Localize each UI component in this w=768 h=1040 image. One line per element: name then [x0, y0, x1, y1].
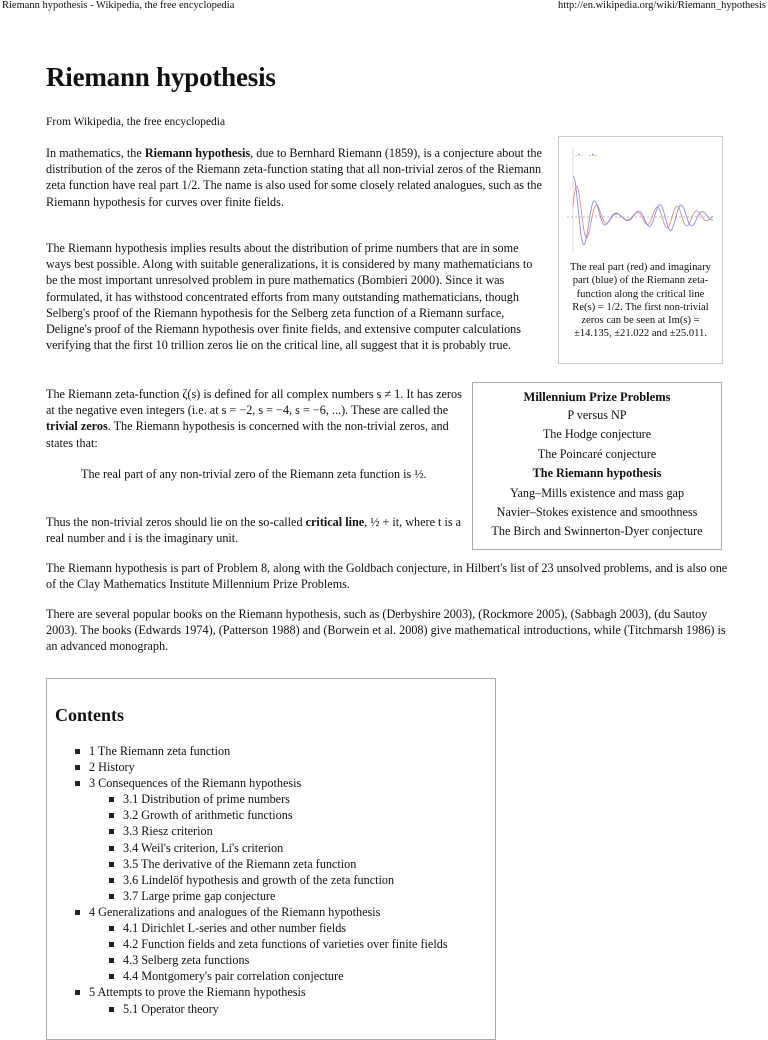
navbox-item-p-vs-np[interactable]: P versus NP	[567, 408, 627, 422]
toc-item[interactable]: 3 Consequences of the Riemann hypothesis	[75, 775, 485, 791]
intro-text-a: In mathematics, the	[46, 146, 145, 160]
toc-subitem[interactable]: 5.1 Operator theory	[109, 1001, 485, 1017]
table-of-contents	[46, 678, 496, 1040]
from-wikipedia: From Wikipedia, the free encyclopedia	[46, 116, 226, 128]
toc-subitem[interactable]: 3.2 Growth of arithmetic functions	[109, 807, 485, 823]
toc-subitem[interactable]: 3.6 Lindelöf hypothesis and growth of the zeta function	[109, 872, 485, 888]
toc-item[interactable]: 1 The Riemann zeta function	[75, 743, 485, 759]
navbox-item-hodge[interactable]: The Hodge conjecture	[542, 427, 652, 442]
svg-text:-•-: -•-	[575, 152, 583, 159]
navbox-item-birch[interactable]: The Birch and Swinnerton-Dyer conjecture	[491, 524, 703, 539]
navbox-item-navier-stokes[interactable]: Navier–Stokes existence and smoothness	[496, 505, 698, 520]
term-critical-line: critical line	[305, 515, 365, 529]
toc-subitem[interactable]: 4.4 Montgomery's pair correlation conjecture	[109, 968, 485, 984]
toc-subitem[interactable]: 3.7 Large prime gap conjecture	[109, 888, 485, 904]
term-trivial-zeros: trivial zeros	[46, 419, 108, 434]
toc-subitem[interactable]: 4.3 Selberg zeta functions	[109, 952, 485, 968]
paragraph-implications: The Riemann hypothesis implies results about the distribution of prime numbers that are in some ways best possible. Along with suitable generalizations, it is considered by many mathematicians to be the most important unresolved problem in pure mathematics (Bombieri 2000). Since it was formulated, it has withstood concentrated efforts from many outstanding mathematicians, though Selberg's proof of the Riemann hypothesis for the Selberg zeta function of a Riemann surface, Deligne's proof of the Riemann hypothesis over finite fields, and extensive computer calculations verifying that the first 10 trillion zeros lie on the critical line, all suggest that it is probably true.	[46, 241, 533, 353]
paragraph-books: There are several popular books on the Riemann hypothesis, such as (Derbyshire 2003), (Rockmore 2005), (Sabbagh 2003), (du Sautoy 2003). The books (Edwards 1974), (Patterson 1988) and (Borwein et al. 2008) give mathematical introductions, while (Titchmarsh 1986) is an advanced monograph.	[46, 607, 726, 654]
zeta-text-a: The Riemann zeta-function ζ(s) is defined for all complex numbers s ≠ 1. It has zeros at the negative even integers (i.e. at s = −2, s = −4, s = −6, ...). These are called the	[46, 387, 462, 418]
figure-caption: The real part (red) and imaginary part (blue) of the Riemann zeta-function along the critical line Re(s) = 1/2. The first non-trivial zeros can be seen at Im(s) = ±14.135, ±21.022 and ±25.011.	[570, 262, 711, 340]
navbox-item-yang-mills[interactable]: Yang–Mills existence and mass gap	[509, 485, 685, 500]
critical-text-c: , ½ + it, where t is a real number and i is the imaginary unit.	[46, 515, 462, 546]
toc-item[interactable]: 5 Attempts to prove the Riemann hypothesis	[75, 984, 485, 1000]
toc-subitem[interactable]: 3.4 Weil's criterion, Li's criterion	[109, 840, 485, 856]
paragraph-hilbert: The Riemann hypothesis is part of Problem 8, along with the Goldbach conjecture, in Hilbert's list of 23 unsolved problems, and is also one of the Clay Mathematics Institute Millennium Prize Problems.	[46, 561, 728, 592]
toc-list	[75, 743, 485, 1017]
toc-subitem[interactable]: 4.2 Function fields and zeta functions of varieties over finite fields	[109, 936, 485, 952]
critical-text-a: Thus the non-trivial zeros should lie on the so-called	[46, 515, 306, 529]
toc-subitem[interactable]: 3.3 Riesz criterion	[109, 823, 485, 839]
toc-title: Contents	[55, 705, 125, 725]
toc-item[interactable]: 2 History	[75, 759, 485, 775]
toc-subitem[interactable]: 4.1 Dirichlet L-series and other number fields	[109, 920, 485, 936]
intro-text-c: , due to Bernhard Riemann (1859), is a conjecture about the distribution of the zeros of the Riemann zeta-function stating that all non-trivial zeros of the Riemann zeta function have real part 1/2. The name is also used for some closely related analogues, such as the Riemann hypothesis for curves over finite fields.	[46, 146, 542, 209]
zeta-plot-image	[563, 141, 718, 259]
intro-paragraph	[46, 145, 546, 210]
page-title-header: Riemann hypothesis - Wikipedia, the free encyclopedia	[2, 0, 235, 11]
paragraph-critical-line	[46, 514, 471, 546]
millennium-prize-navbox	[472, 382, 722, 550]
term-riemann-hypothesis: Riemann hypothesis	[144, 146, 251, 160]
page-url: http://en.wikipedia.org/wiki/Riemann_hypothesis	[557, 0, 766, 11]
svg-text:-•-: -•-	[589, 152, 597, 159]
navbox-item-poincare[interactable]: The Poincaré conjecture	[537, 446, 657, 461]
navbox-title: Millennium Prize Problems	[523, 390, 671, 404]
print-header	[0, 0, 768, 14]
toc-subitem[interactable]: 3.5 The derivative of the Riemann zeta function	[109, 856, 485, 872]
hypothesis-statement: The real part of any non-trivial zero of the Riemann zeta function is ½.	[81, 467, 427, 481]
toc-subitem[interactable]: 3.1 Distribution of prime numbers	[109, 791, 485, 807]
toc-item[interactable]: 4 Generalizations and analogues of the Riemann hypothesis	[75, 904, 485, 920]
zeta-text-c: . The Riemann hypothesis is concerned with the non-trivial zeros, and states that:	[46, 419, 449, 450]
navbox-item-riemann: The Riemann hypothesis	[532, 466, 662, 481]
paragraph-zeta-definition	[46, 386, 471, 451]
article-title: Riemann hypothesis	[46, 62, 276, 92]
zeta-figure	[558, 136, 723, 364]
